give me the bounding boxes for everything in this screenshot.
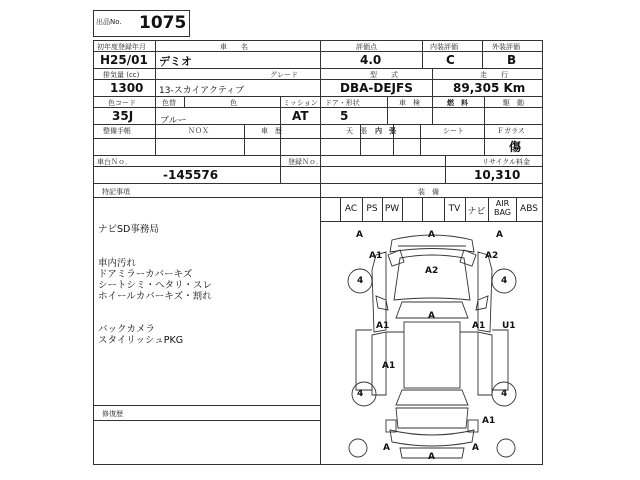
grade-rear-left: A [383, 443, 390, 453]
grade-rear-right-2: A [472, 443, 479, 453]
recycle-fee: 10,310 [474, 168, 521, 182]
doors-label: ドア・形状 [325, 99, 360, 107]
reg-year: H25/01 [100, 53, 148, 67]
grade-wheel-fl: 4 [357, 276, 364, 286]
interior-lining-label: 内 張 [375, 127, 396, 135]
reg-year-label: 初年度登録年月 [97, 43, 146, 51]
car-name-label: 車 名 [220, 43, 248, 51]
color-label: 色 [230, 99, 237, 107]
glass: 傷 [509, 140, 522, 154]
inspection-label: 車 検 [399, 99, 420, 107]
grade-wheel-rr: 4 [501, 389, 508, 399]
note-line: ナビSD事務局 [98, 224, 159, 235]
equip-ac: AC [344, 204, 358, 214]
interior-grade: C [446, 53, 455, 67]
grade-rear-center: A [428, 452, 435, 462]
model-label: 型 式 [370, 71, 398, 79]
glass-label: Ｆガラス [497, 127, 525, 135]
grade-label: グレード [270, 71, 298, 79]
grade-wheel-rl: 4 [357, 389, 364, 399]
mileage-label: 走 行 [480, 71, 508, 79]
grade-roof: A [428, 311, 435, 321]
displacement: 1300 [110, 81, 144, 95]
interior-label: 内装評価 [430, 43, 458, 51]
car-name: デミオ [159, 55, 192, 68]
roof-label: 天 張 [346, 127, 367, 135]
recycle-label: リサイクル料金 [482, 158, 531, 166]
chassis-number: -145576 [163, 168, 219, 182]
outer-frame [94, 41, 543, 465]
transmission-label: ミッション [283, 99, 318, 107]
fuel-label: 燃 料 [447, 99, 468, 107]
color-no-label: 色替 [162, 99, 176, 107]
grade-front-left: A [356, 230, 363, 240]
transmission: AT [292, 109, 309, 123]
note-line: ホイールカバーキズ・割れ [98, 291, 212, 302]
note-line: ドアミラーカバーキズ [98, 269, 193, 280]
notes-label: 特記事項 [102, 188, 130, 196]
exterior-grade: B [507, 53, 517, 67]
grade-fender-right: A2 [485, 251, 499, 261]
color-code-label: 色コード [108, 99, 136, 107]
grade-hood: A2 [425, 266, 439, 276]
grade: 13-スカイアクティブ [159, 86, 245, 96]
drive-label: 駆 動 [503, 99, 524, 107]
grade-door-right-2: U1 [502, 321, 516, 331]
mileage: 89,305 Km [453, 81, 526, 95]
grade-door-right: A1 [472, 321, 486, 331]
chassis-label: 車台Ｎｏ． [97, 158, 132, 166]
note-line: 車内汚れ [98, 258, 137, 269]
seat-label: シート [443, 127, 464, 135]
repair-label: 修復歴 [102, 410, 123, 418]
color-code: 35J [112, 109, 134, 123]
grade-door-left: A1 [376, 321, 390, 331]
equip-tv: TV [448, 204, 461, 214]
exterior-label: 外装評価 [492, 43, 520, 51]
grade-rear-door-left: A1 [382, 361, 396, 371]
equip-ps: PS [366, 204, 378, 214]
note-line: スタイリッシュPKG [98, 335, 184, 346]
grade-rear-right: A1 [482, 416, 496, 426]
displacement-label: 排気量 (cc) [103, 71, 140, 79]
manual-label: 整備手帳 [103, 127, 131, 135]
color: ブルー [160, 116, 187, 126]
history-label: 車 歴 [261, 127, 282, 135]
lot-number: 1075 [139, 13, 187, 33]
model: DBA-DEJFS [340, 81, 413, 95]
equip-airbag: AIR BAG [493, 199, 512, 217]
note-line: バックカメラ [98, 324, 156, 335]
grade-wheel-fr: 4 [501, 276, 508, 286]
lot-label: 出品No. [96, 18, 122, 26]
score: 4.0 [360, 53, 382, 67]
grade-front-right: A [496, 230, 503, 240]
equip-pw: PW [384, 204, 400, 214]
equip-navi: ナビ [467, 207, 486, 217]
nox-label: ＮＯＸ [188, 127, 209, 135]
note-line: シートシミ・ヘタリ・スレ [98, 280, 213, 291]
score-label: 評価点 [356, 43, 377, 51]
doors: 5 [340, 109, 349, 123]
grade-fender-left: A1 [369, 251, 383, 261]
reg-no-label: 登録Ｎｏ． [288, 158, 323, 166]
grade-front-center: A [428, 230, 435, 240]
equip-abs: ABS [520, 204, 538, 214]
equipment-label: 装 備 [418, 188, 439, 196]
